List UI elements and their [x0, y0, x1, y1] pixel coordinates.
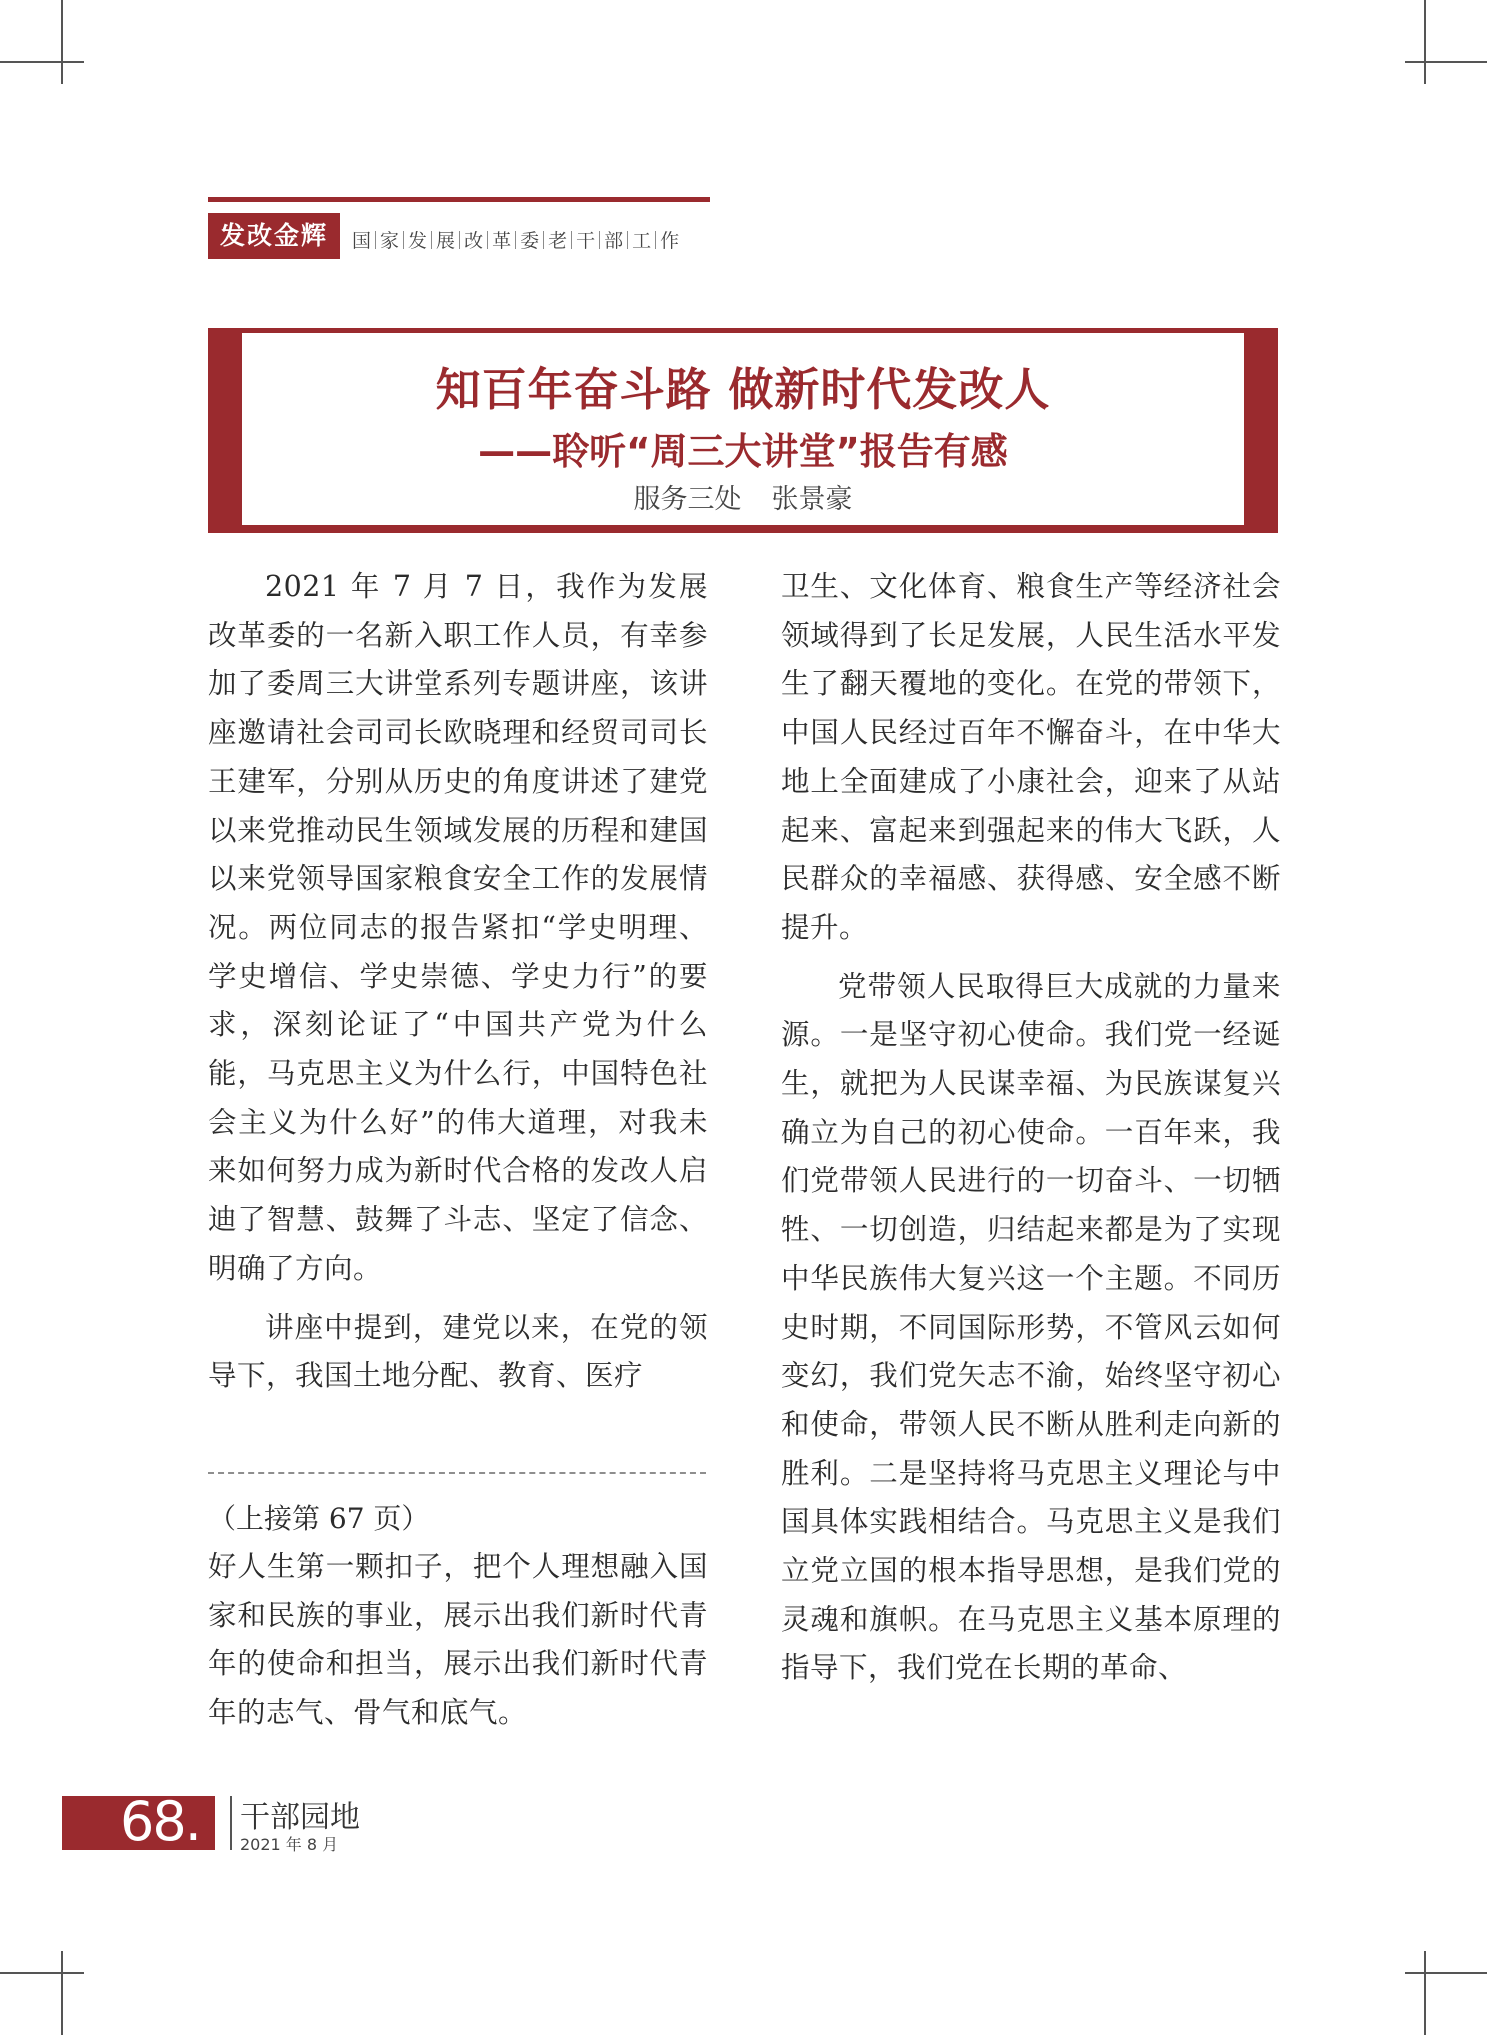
article-byline — [242, 477, 1244, 516]
section-char: 展 — [436, 230, 456, 252]
crop-mark — [1424, 0, 1426, 84]
divider — [627, 231, 628, 249]
divider — [515, 231, 516, 249]
section-char: 作 — [660, 230, 680, 252]
crop-mark — [61, 1951, 63, 2035]
section-label — [352, 226, 679, 253]
paragraph: 好人生第一颗扣子，把个人理想融入国家和民族的事业，展示出我们新时代青年的使命和担当，展示出我们新时代青年的志气、骨气和底气。 — [208, 1550, 708, 1730]
article-subtitle: ——聆听“周三大讲堂”报告有感 — [478, 430, 1008, 473]
crop-mark — [0, 1972, 84, 1974]
crop-mark — [0, 61, 84, 63]
divider — [403, 231, 404, 249]
section-char: 革 — [492, 230, 512, 252]
divider — [543, 231, 544, 249]
divider — [487, 231, 488, 249]
section-char: 干 — [576, 230, 596, 252]
section-char: 家 — [380, 230, 400, 252]
page-number: 68. — [120, 1790, 200, 1853]
paragraph: 党带领人民取得巨大成就的力量来源。一是坚守初心使命。我们党一经诞生，就把为人民谋幸福、为民族谋复兴确立为自己的初心使命。一百年来，我们党带领人民进行的一切奋斗、一切牺牲、一切创造，归结起来都是为了实现中华民族伟大复兴这一个主题。不同历史时期，不同国际形势，不管风云如何变幻，我们党矢志不渝，始终坚守初心和使命，带领人民不断从胜利走向新的胜利。二是坚持将马克思主义理论与中国具体实践相结合。马克思主义是我们立党立国的根本指导思想，是我们党的灵魂和旗帜。在马克思主义基本原理的指导下，我们党在长期的革命、 — [781, 969, 1281, 1685]
section-char: 国 — [352, 230, 372, 252]
crop-mark — [1405, 1972, 1487, 1974]
right-column — [781, 563, 1281, 1703]
header-rule — [208, 197, 710, 202]
title-box — [208, 328, 1278, 533]
crop-mark — [1405, 61, 1487, 63]
section-char: 老 — [548, 230, 568, 252]
magazine-name: 干部园地 — [240, 1800, 360, 1835]
crop-mark — [61, 0, 63, 84]
continuation-block — [208, 1495, 708, 1748]
continuation-label: （上接第 67 页） — [208, 1502, 430, 1535]
dashed-divider — [208, 1472, 706, 1474]
author-department: 服务三处 — [633, 484, 742, 515]
left-column — [208, 563, 708, 1411]
divider — [459, 231, 460, 249]
section-char: 委 — [520, 230, 540, 252]
paragraph: 卫生、文化体育、粮食生产等经济社会领域得到了长足发展，人民生活水平发生了翻天覆地的变化。在党的带领下，中国人民经过百年不懈奋斗，在中华大地上全面建成了小康社会，迎来了从站起来、富起来到强起来的伟大飞跃，人民群众的幸福感、获得感、安全感不断提升。 — [781, 570, 1281, 944]
section-logo: 发改金辉 — [208, 213, 340, 259]
crop-mark — [1424, 1951, 1426, 2035]
section-char: 改 — [464, 230, 484, 252]
divider — [655, 231, 656, 249]
article-title: 知百年奋斗路 做新时代发改人 — [435, 363, 1051, 416]
title-panel — [242, 333, 1244, 525]
paragraph: 2021 年 7 月 7 日，我作为发展改革委的一名新入职工作人员，有幸参加了委周三大讲堂系列专题讲座，该讲座邀请社会司司长欧晓理和经贸司司长王建军，分别从历史的角度讲述了建党以来党推动民生领域发展的历程和建国以来党领导国家粮食安全工作的发展情况。两位同志的报告紧扣“学史明理、学史增信、学史崇德、学史力行”的要求，深刻论证了“中国共产党为什么能，马克思主义为什么行，中国特色社会主义为什么好”的伟大道理，对我未来如何努力成为新时代合格的发改人启迪了智慧、鼓舞了斗志、坚定了信念、明确了方向。 — [208, 570, 708, 1285]
section-char: 部 — [604, 230, 624, 252]
divider — [571, 231, 572, 249]
section-char: 发 — [408, 230, 428, 252]
section-char: 工 — [632, 230, 652, 252]
author-name: 张景豪 — [771, 484, 853, 515]
divider — [431, 231, 432, 249]
footer-divider — [230, 1796, 232, 1850]
paragraph: 讲座中提到，建党以来，在党的领导下，我国土地分配、教育、医疗 — [208, 1310, 708, 1393]
issue-date: 2021 年 8 月 — [240, 1835, 339, 1854]
divider — [599, 231, 600, 249]
divider — [375, 231, 376, 249]
